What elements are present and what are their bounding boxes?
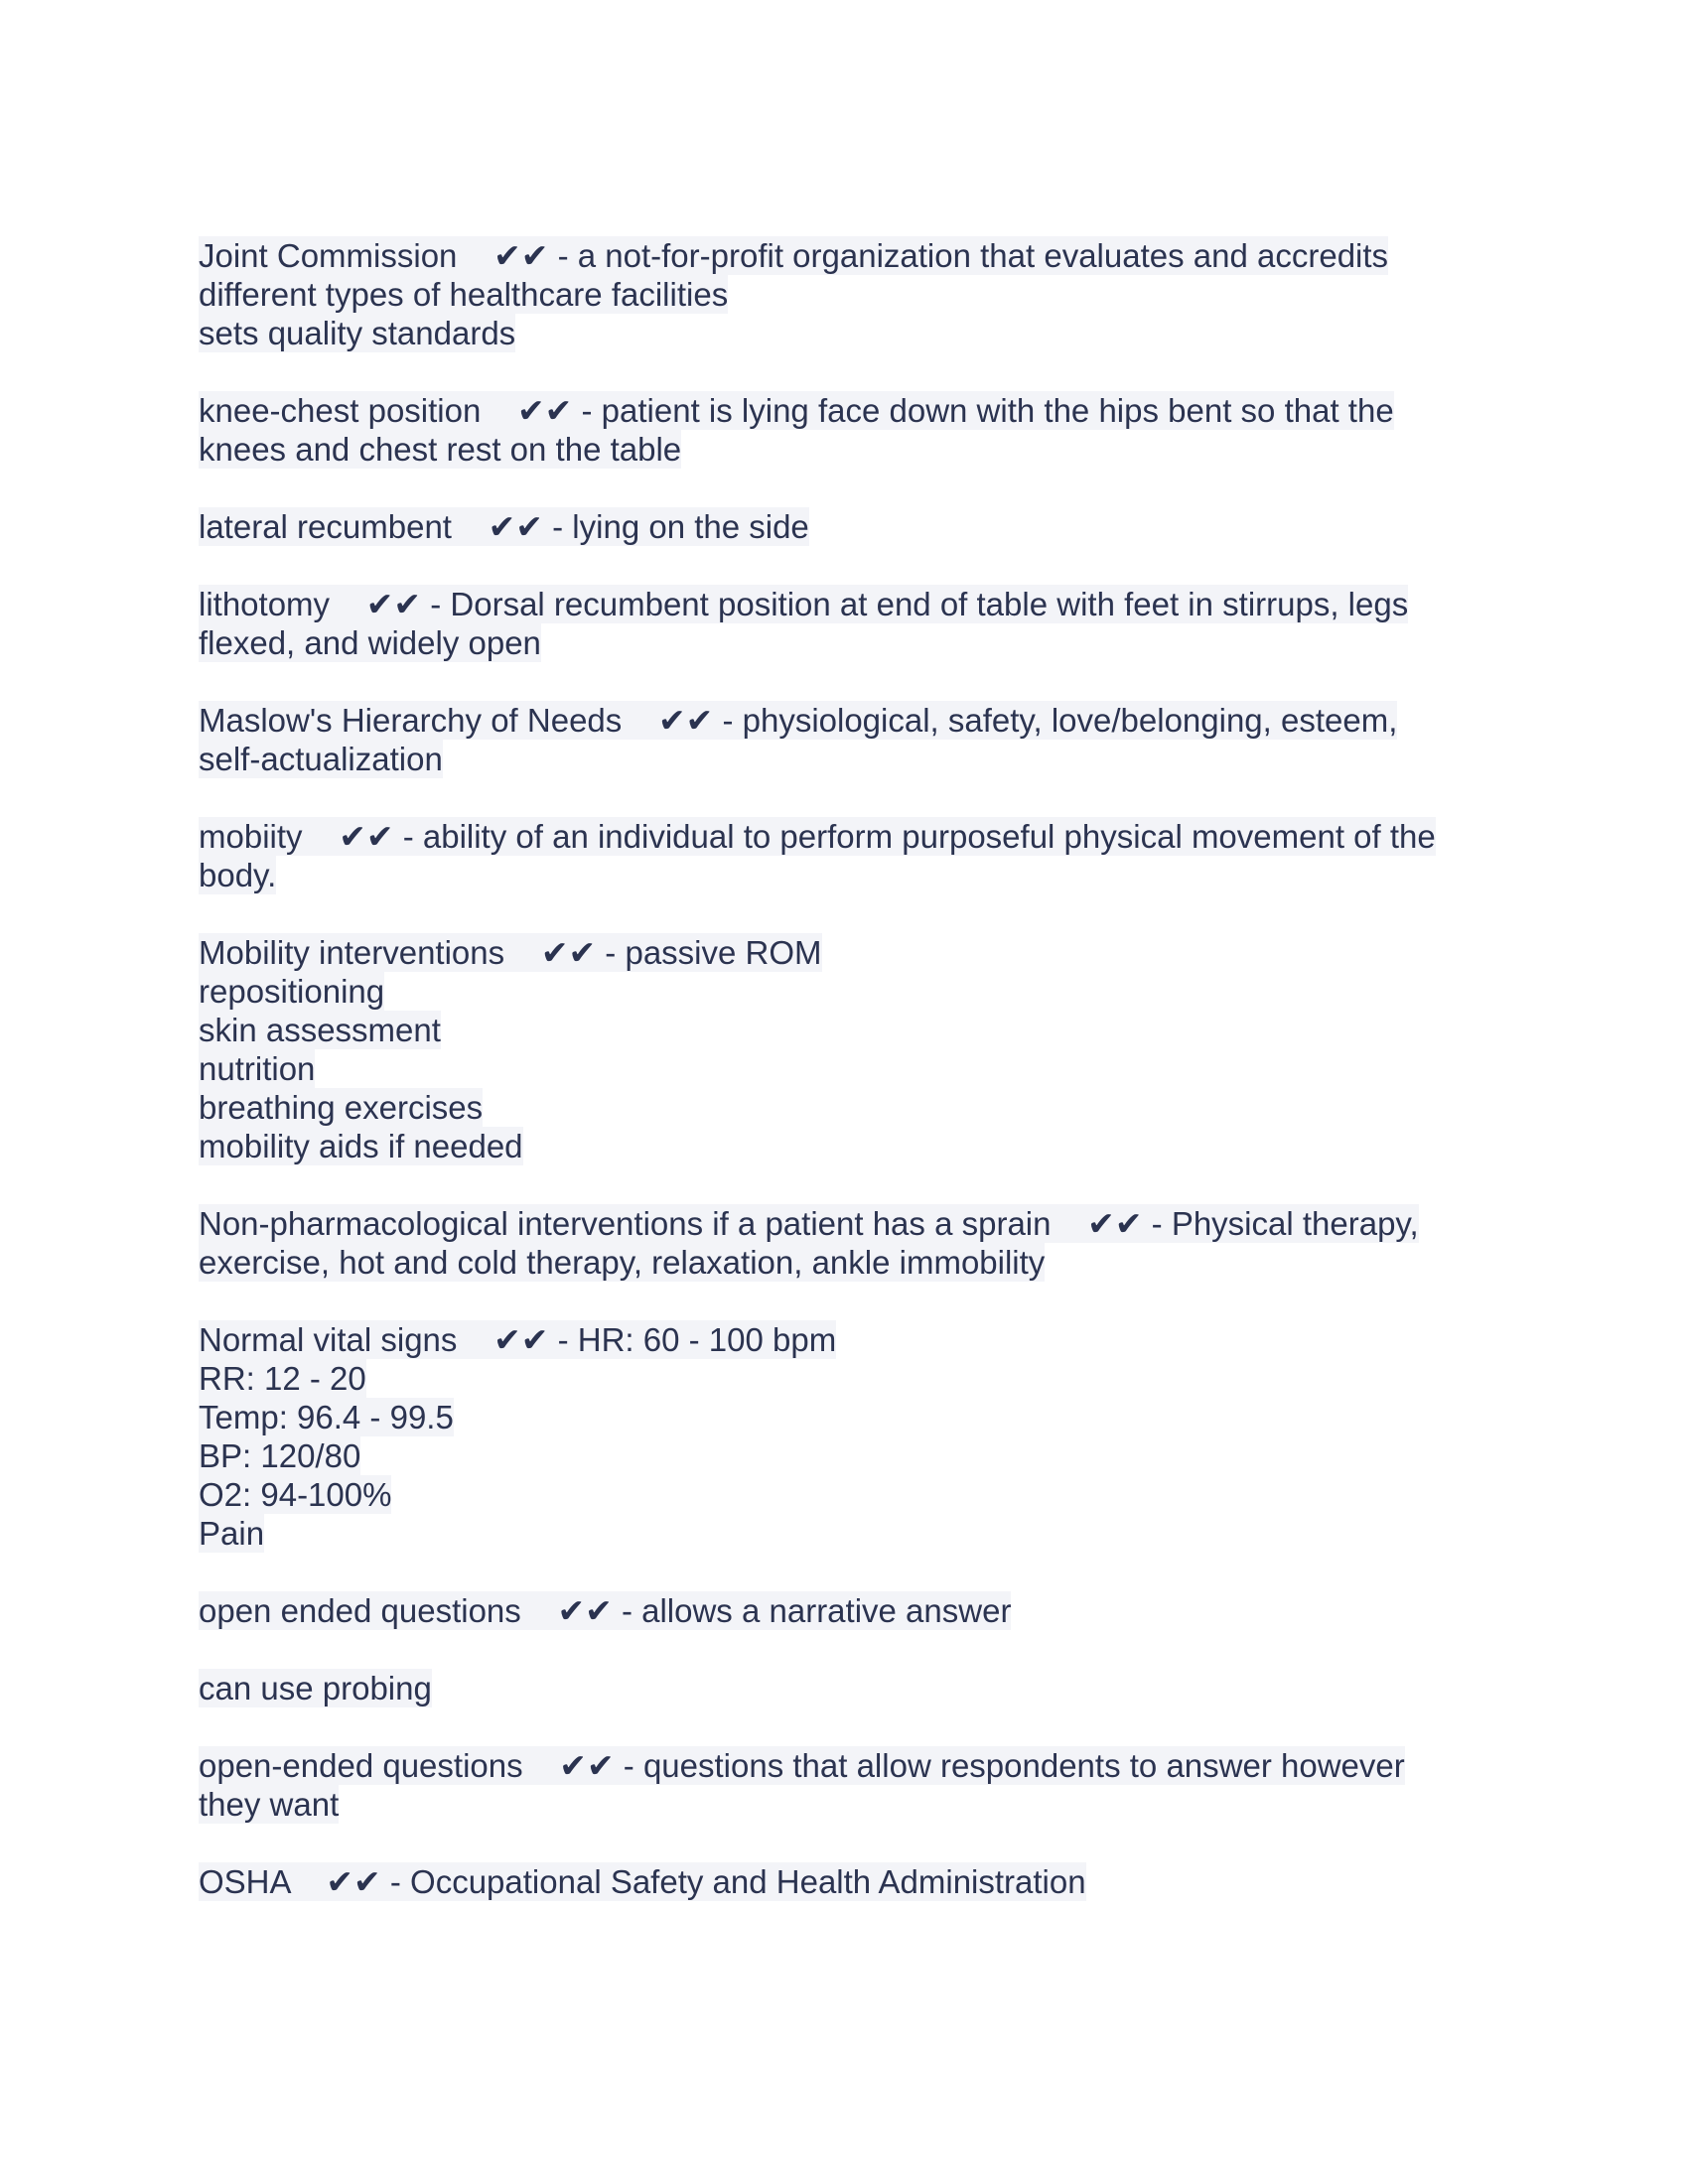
definition-continuation: nutrition: [199, 1050, 316, 1087]
term-label: lateral recumbent: [199, 508, 452, 545]
term-label: Joint Commission: [199, 237, 458, 274]
entry-line: [199, 1746, 1405, 1785]
definition-text: a not-for-profit organization that evaluates and accredits: [577, 237, 1389, 274]
term-label: knee-chest position: [199, 392, 482, 429]
checkmark-separator: ✔✔ -: [493, 1321, 569, 1358]
definition-text: lying on the side: [572, 508, 809, 545]
entry-line: [199, 430, 681, 469]
definition-continuation: they want: [199, 1786, 340, 1823]
term-entry: [199, 817, 1489, 894]
term-entry: [199, 1204, 1489, 1282]
entry-line: [199, 1011, 441, 1049]
entry-line: [199, 1591, 1011, 1630]
definition-text: physiological, safety, love/belonging, esteem,: [742, 702, 1398, 739]
entry-line: [199, 1514, 264, 1553]
definition-text: passive ROM: [625, 934, 822, 971]
entry-line: [199, 1475, 391, 1514]
definition-text: questions that allow respondents to answer however: [642, 1747, 1405, 1784]
definition-continuation: flexed, and widely open: [199, 624, 541, 661]
checkmark-separator: ✔✔ -: [488, 508, 564, 545]
definition-continuation: sets quality standards: [199, 315, 516, 351]
checkmark-separator: ✔✔ -: [339, 818, 414, 855]
entry-line: [199, 972, 384, 1011]
entry-line: [199, 740, 443, 778]
term-label: lithotomy: [199, 586, 331, 622]
term-label: Non-pharmacological interventions if a patient has a sprain: [199, 1205, 1052, 1242]
entry-line: [199, 1785, 339, 1824]
definition-continuation: different types of healthcare facilities: [199, 276, 729, 313]
checkmark-separator: ✔✔ -: [517, 392, 593, 429]
term-label: open-ended questions: [199, 1747, 523, 1784]
definition-continuation: Pain: [199, 1515, 265, 1552]
entry-line: [199, 1243, 1045, 1282]
definition-text: Dorsal recumbent position at end of table with feet in stirrups, legs: [450, 586, 1409, 622]
term-label: mobiity: [199, 818, 303, 855]
term-entry: [199, 236, 1489, 352]
definition-continuation: BP: 120/80: [199, 1437, 361, 1474]
definition-continuation: body.: [199, 857, 277, 893]
checkmark-separator: ✔✔ -: [326, 1863, 401, 1900]
entry-line: [199, 1049, 315, 1088]
entry-line: [199, 701, 1397, 740]
entry-gap: [199, 1630, 1489, 1669]
checkmark-separator: ✔✔ -: [557, 1592, 633, 1629]
entry-line: [199, 933, 822, 972]
term-label: Mobility interventions: [199, 934, 505, 971]
term-label: open ended questions: [199, 1592, 521, 1629]
entry-line: [199, 1862, 1086, 1901]
entry-line: [199, 391, 1394, 430]
definition-continuation: repositioning: [199, 973, 385, 1010]
term-entry: [199, 507, 1489, 546]
entry-line: [199, 1127, 523, 1165]
entry-line: [199, 1320, 836, 1359]
entry-line: [199, 856, 276, 894]
entry-line: [199, 1669, 432, 1707]
checkmark-separator: ✔✔ -: [365, 586, 442, 622]
term-label: Normal vital signs: [199, 1321, 458, 1358]
definition-continuation: knees and chest rest on the table: [199, 431, 682, 468]
term-entry: [199, 391, 1489, 469]
definition-text: ability of an individual to perform purposeful physical movement of the: [422, 818, 1436, 855]
checkmark-separator: ✔✔ -: [493, 237, 569, 274]
entry-line: [199, 507, 809, 546]
entry-line: [199, 817, 1436, 856]
definition-continuation: O2: 94-100%: [199, 1476, 392, 1513]
checkmark-separator: ✔✔ -: [540, 934, 617, 971]
definition-continuation: self-actualization: [199, 741, 443, 777]
term-entry: [199, 1591, 1489, 1707]
entry-line: [199, 623, 541, 662]
flashcard-document: [199, 236, 1489, 1940]
definition-continuation: Temp: 96.4 - 99.5: [199, 1399, 454, 1435]
term-entry: [199, 1320, 1489, 1553]
entry-line: [199, 236, 1388, 275]
definition-continuation: mobility aids if needed: [199, 1128, 523, 1164]
entry-line: [199, 1398, 454, 1436]
term-entry: [199, 1862, 1489, 1901]
definition-continuation: RR: 12 - 20: [199, 1360, 366, 1397]
definition-continuation: exercise, hot and cold therapy, relaxation, ankle immobility: [199, 1244, 1046, 1281]
term-entry: [199, 933, 1489, 1165]
term-entry: [199, 701, 1489, 778]
definition-continuation: can use probing: [199, 1670, 432, 1706]
entry-line: [199, 1436, 360, 1475]
definition-text: HR: 60 - 100 bpm: [577, 1321, 837, 1358]
term-entry: [199, 585, 1489, 662]
term-entry: [199, 1746, 1489, 1824]
definition-text: Occupational Safety and Health Administration: [410, 1863, 1086, 1900]
term-label: OSHA: [199, 1863, 290, 1900]
entry-line: [199, 1088, 483, 1127]
entry-line: [199, 1359, 366, 1398]
entry-line: [199, 314, 515, 352]
checkmark-separator: ✔✔ -: [657, 702, 734, 739]
definition-text: allows a narrative answer: [641, 1592, 1012, 1629]
checkmark-separator: ✔✔ -: [559, 1747, 634, 1784]
definition-text: Physical therapy,: [1171, 1205, 1419, 1242]
entry-line: [199, 1204, 1419, 1243]
definition-text: patient is lying face down with the hips bent so that the: [601, 392, 1394, 429]
definition-continuation: breathing exercises: [199, 1089, 484, 1126]
entry-line: [199, 585, 1408, 623]
checkmark-separator: ✔✔ -: [1087, 1205, 1163, 1242]
entry-line: [199, 275, 728, 314]
definition-continuation: skin assessment: [199, 1012, 441, 1048]
term-label: Maslow's Hierarchy of Needs: [199, 702, 623, 739]
